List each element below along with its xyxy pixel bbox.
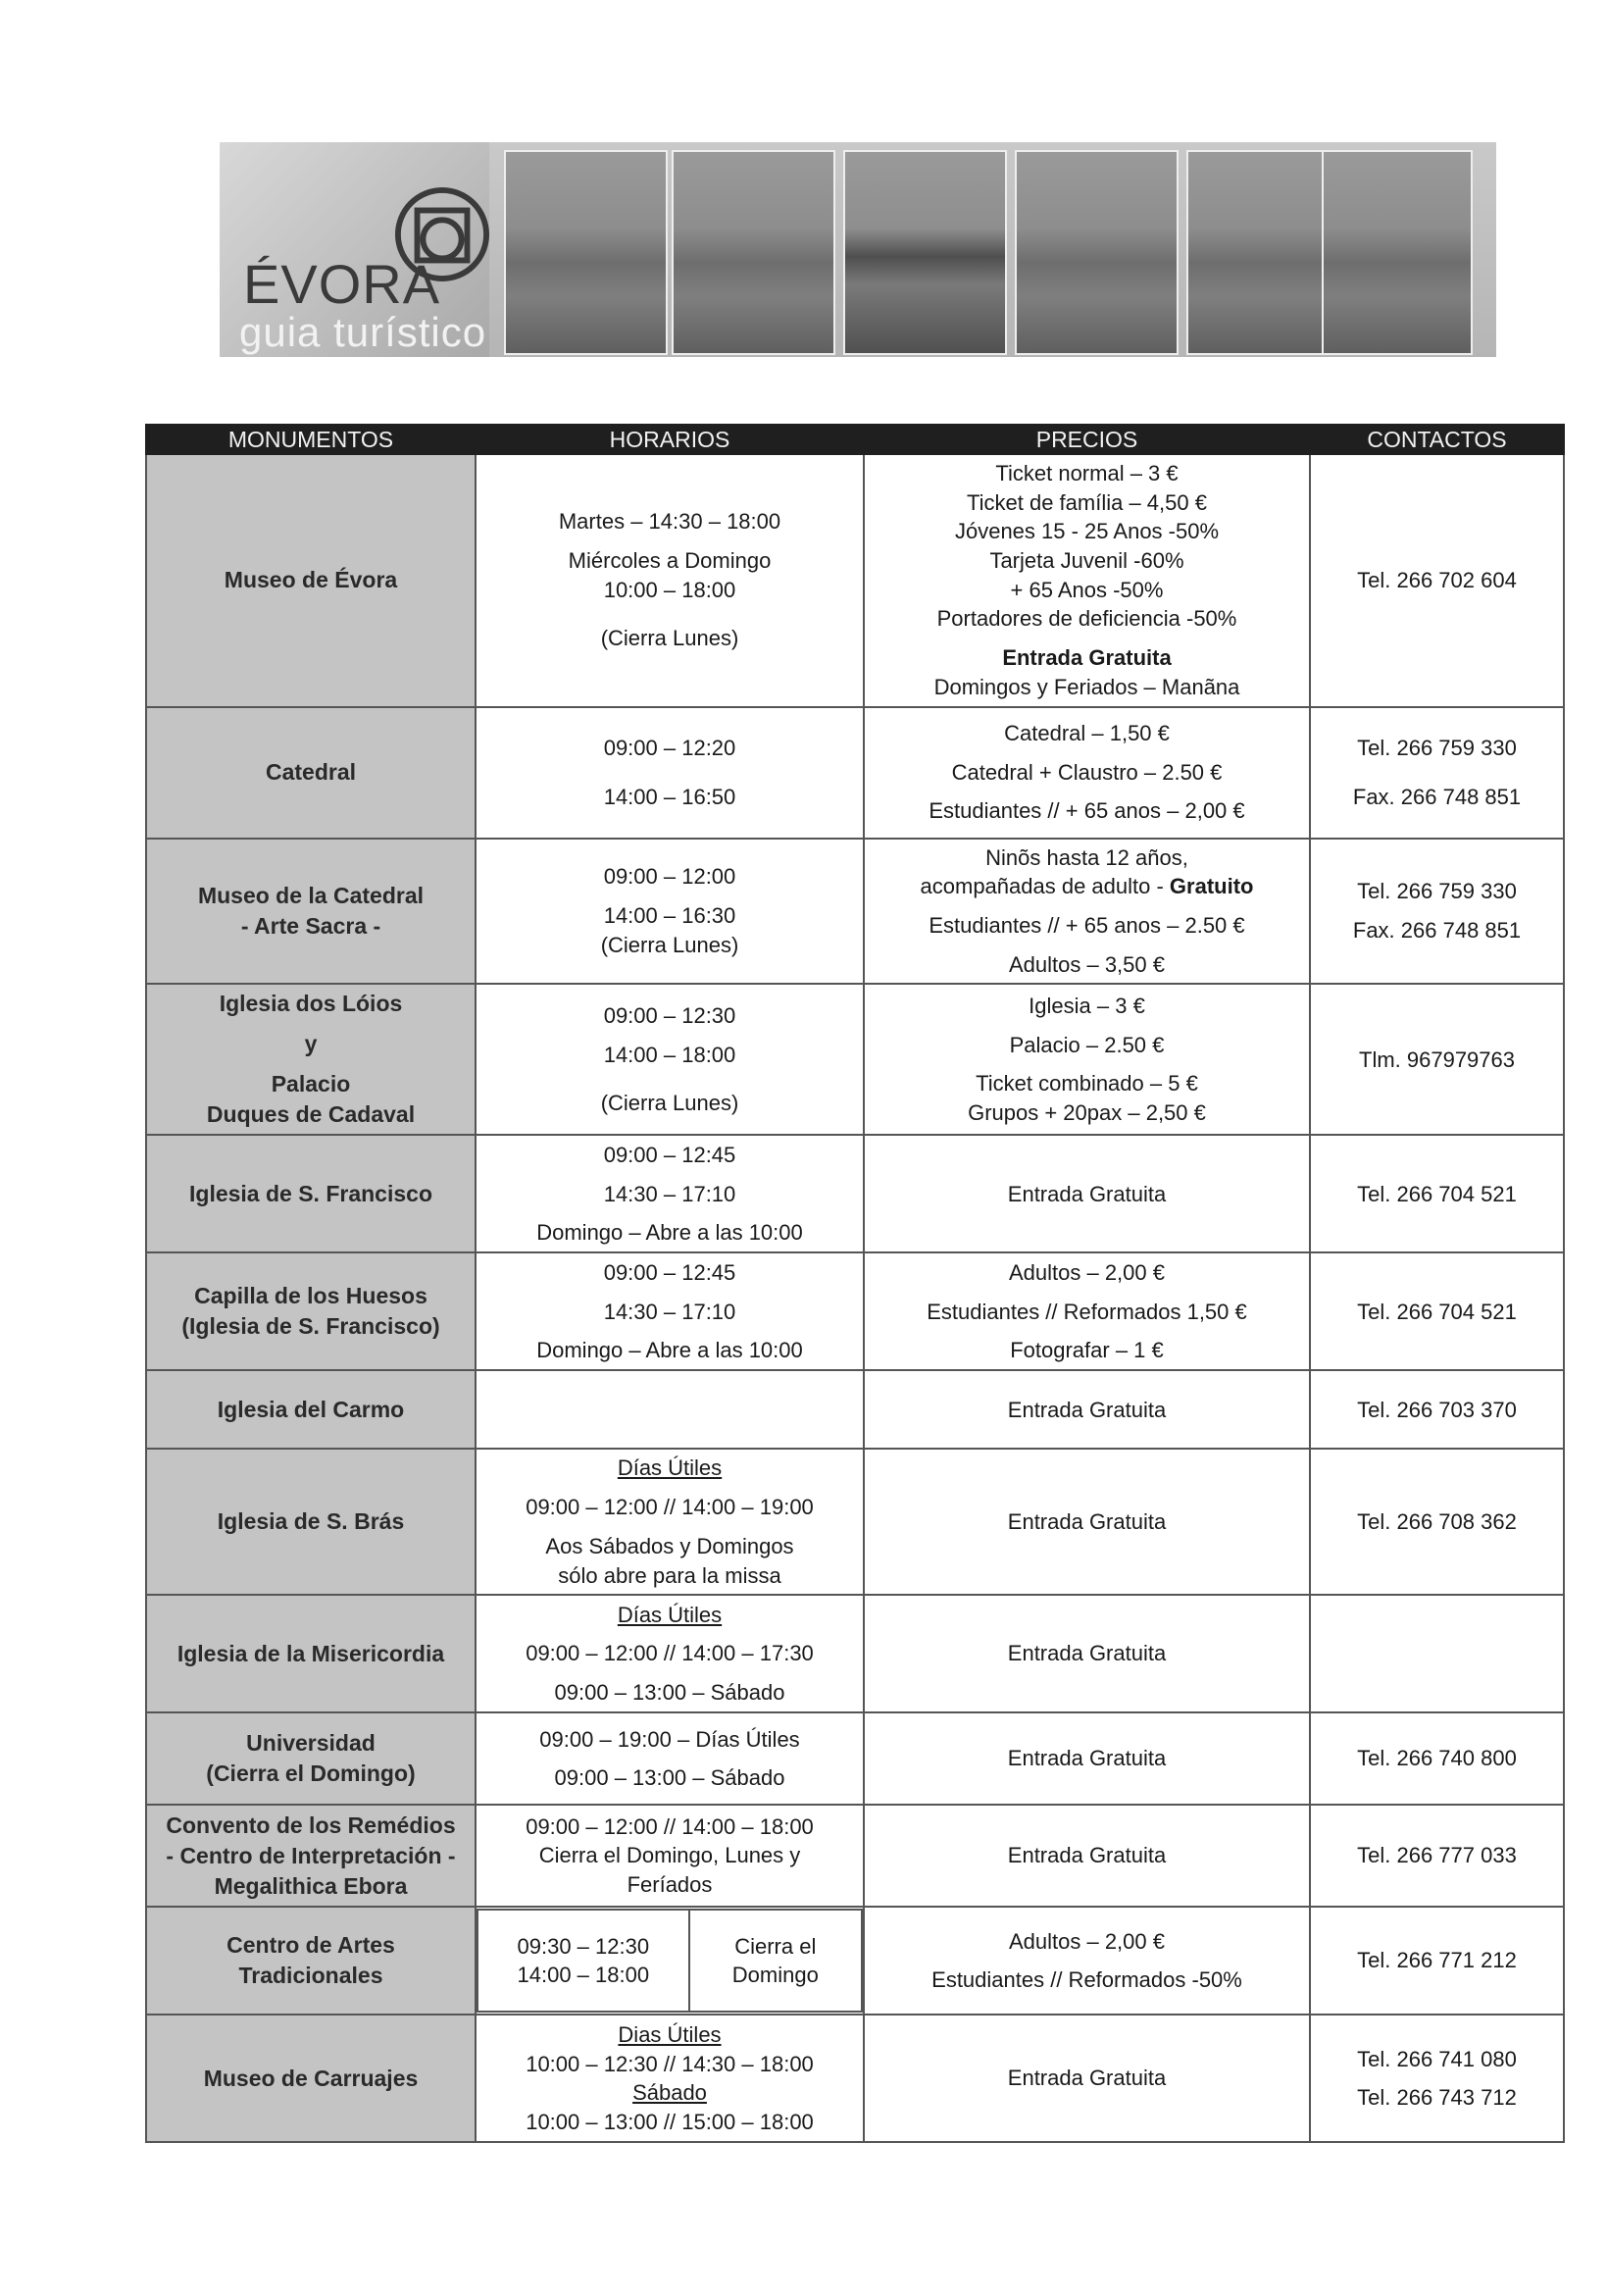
monument-cell: Museo de Évora bbox=[146, 454, 476, 707]
hours-cell: 09:00 – 12:00 14:00 – 16:30 (Cierra Lunes) bbox=[476, 839, 864, 985]
banner-photo-panel bbox=[1015, 150, 1179, 355]
header-banner bbox=[220, 142, 1496, 357]
table-row bbox=[146, 1712, 1564, 1805]
prices-cell: Entrada Gratuita bbox=[864, 2015, 1310, 2142]
prices-cell: Entrada Gratuita bbox=[864, 1712, 1310, 1805]
hours-cell: Días Útiles 09:00 – 12:00 // 14:00 – 17:30 09:00 – 13:00 – Sábado bbox=[476, 1595, 864, 1712]
contacts-cell: Tel. 266 759 330 Fax. 266 748 851 bbox=[1310, 707, 1564, 839]
banner-photo-panel bbox=[672, 150, 835, 355]
prices-cell: Entrada Gratuita bbox=[864, 1805, 1310, 1907]
monument-cell: Capilla de los Huesos (Iglesia de S. Francisco) bbox=[146, 1252, 476, 1370]
prices-cell: Adultos – 2,00 € Estudiantes // Reformados 1,50 € Fotografar – 1 € bbox=[864, 1252, 1310, 1370]
hours-cell: 09:00 – 19:00 – Días Útiles 09:00 – 13:00 – Sábado bbox=[476, 1712, 864, 1805]
table-row bbox=[146, 1449, 1564, 1595]
monument-cell: Iglesia dos Lóios y Palacio Duques de Cadaval bbox=[146, 984, 476, 1135]
monument-cell: Iglesia de la Misericordia bbox=[146, 1595, 476, 1712]
table-row bbox=[146, 1907, 1564, 2015]
contacts-cell: Tel. 266 704 521 bbox=[1310, 1252, 1564, 1370]
contacts-cell: Tel. 266 741 080 Tel. 266 743 712 bbox=[1310, 2015, 1564, 2142]
prices-cell: Ninõs hasta 12 años, acompañadas de adulto - Gratuito Estudiantes // + 65 anos – 2.50 € Adultos – 3,50 € bbox=[864, 839, 1310, 985]
monument-cell: Iglesia de S. Francisco bbox=[146, 1135, 476, 1252]
hours-cell: 09:00 – 12:00 // 14:00 – 18:00 Cierra el Domingo, Lunes y Feríados bbox=[476, 1805, 864, 1907]
prices-cell: Entrada Gratuita bbox=[864, 1595, 1310, 1712]
banner-photo-panel bbox=[843, 150, 1007, 355]
contacts-cell: Tel. 266 708 362 bbox=[1310, 1449, 1564, 1595]
contacts-cell: Tlm. 967979763 bbox=[1310, 984, 1564, 1135]
hours-cell: Dias Útiles 10:00 – 12:30 // 14:30 – 18:00 Sábado 10:00 – 13:00 // 15:00 – 18:00 bbox=[476, 2015, 864, 2142]
prices-cell: Adultos – 2,00 € Estudiantes // Reformados -50% bbox=[864, 1907, 1310, 2015]
prices-cell: Entrada Gratuita bbox=[864, 1370, 1310, 1449]
contacts-cell bbox=[1310, 1595, 1564, 1712]
monument-cell: Iglesia del Carmo bbox=[146, 1370, 476, 1449]
banner-title: ÉVORA bbox=[243, 253, 441, 315]
prices-cell: Entrada Gratuita bbox=[864, 1135, 1310, 1252]
table-row bbox=[146, 707, 1564, 839]
monument-cell: Centro de Artes Tradicionales bbox=[146, 1907, 476, 2015]
hours-cell: Días Útiles 09:00 – 12:00 // 14:00 – 19:00 Aos Sábados y Domingos sólo abre para la missa bbox=[476, 1449, 864, 1595]
contacts-cell: Tel. 266 777 033 bbox=[1310, 1805, 1564, 1907]
table-row bbox=[146, 1252, 1564, 1370]
banner-subtitle: guia turístico bbox=[239, 309, 487, 355]
hours-cell: 09:00 – 12:20 14:00 – 16:50 bbox=[476, 707, 864, 839]
header-precios: PRECIOS bbox=[864, 425, 1310, 454]
hours-cell bbox=[476, 1370, 864, 1449]
table-row bbox=[146, 839, 1564, 985]
contacts-cell: Tel. 266 702 604 bbox=[1310, 454, 1564, 707]
monument-cell: Convento de los Remédios - Centro de Interpretación - Megalithica Ebora bbox=[146, 1805, 476, 1907]
table-header-row bbox=[146, 425, 1564, 454]
table-row bbox=[146, 984, 1564, 1135]
monument-cell: Universidad (Cierra el Domingo) bbox=[146, 1712, 476, 1805]
monument-cell: Museo de la Catedral - Arte Sacra - bbox=[146, 839, 476, 985]
contacts-cell: Tel. 266 704 521 bbox=[1310, 1135, 1564, 1252]
hours-cell: 09:00 – 12:45 14:30 – 17:10 Domingo – Abre a las 10:00 bbox=[476, 1135, 864, 1252]
hours-cell: 09:00 – 12:45 14:30 – 17:10 Domingo – Abre a las 10:00 bbox=[476, 1252, 864, 1370]
hours-cell bbox=[476, 1907, 864, 2015]
contacts-cell: Tel. 266 740 800 bbox=[1310, 1712, 1564, 1805]
prices-cell: Ticket normal – 3 € Ticket de família – 4,50 € Jóvenes 15 - 25 Anos -50% Tarjeta Juvenil -60% + 65 Anos -50% Portadores de deficiencia -50% Entrada Gratuita Domingos y Feriados – Manãna bbox=[864, 454, 1310, 707]
contacts-cell: Tel. 266 703 370 bbox=[1310, 1370, 1564, 1449]
monuments-table bbox=[145, 424, 1565, 2143]
hours-cell: Martes – 14:30 – 18:00 Miércoles a Domingo 10:00 – 18:00 (Cierra Lunes) bbox=[476, 454, 864, 707]
table-row bbox=[146, 1805, 1564, 1907]
table-row bbox=[146, 454, 1564, 707]
prices-cell: Entrada Gratuita bbox=[864, 1449, 1310, 1595]
table-row bbox=[146, 2015, 1564, 2142]
prices-cell: Iglesia – 3 € Palacio – 2.50 € Ticket combinado – 5 € Grupos + 20pax – 2,50 € bbox=[864, 984, 1310, 1135]
banner-photo-panel bbox=[504, 150, 668, 355]
contacts-cell: Tel. 266 759 330 Fax. 266 748 851 bbox=[1310, 839, 1564, 985]
monument-cell: Catedral bbox=[146, 707, 476, 839]
hours-cell: 09:00 – 12:30 14:00 – 18:00 (Cierra Lunes) bbox=[476, 984, 864, 1135]
table-row bbox=[146, 1135, 1564, 1252]
contacts-cell: Tel. 266 771 212 bbox=[1310, 1907, 1564, 2015]
monument-cell: Iglesia de S. Brás bbox=[146, 1449, 476, 1595]
table-row bbox=[146, 1370, 1564, 1449]
world-heritage-emblem-icon bbox=[394, 181, 490, 287]
prices-cell: Catedral – 1,50 € Catedral + Claustro – 2.50 € Estudiantes // + 65 anos – 2,00 € bbox=[864, 707, 1310, 839]
table-row bbox=[146, 1595, 1564, 1712]
monument-cell: Museo de Carruajes bbox=[146, 2015, 476, 2142]
header-contactos: CONTACTOS bbox=[1310, 425, 1564, 454]
header-monumentos: MONUMENTOS bbox=[146, 425, 476, 454]
banner-photo-panel bbox=[1322, 150, 1473, 355]
hours-split: 09:30 – 12:30 14:00 – 18:00 Cierra el Domingo bbox=[477, 1909, 863, 2013]
header-horarios: HORARIOS bbox=[476, 425, 864, 454]
